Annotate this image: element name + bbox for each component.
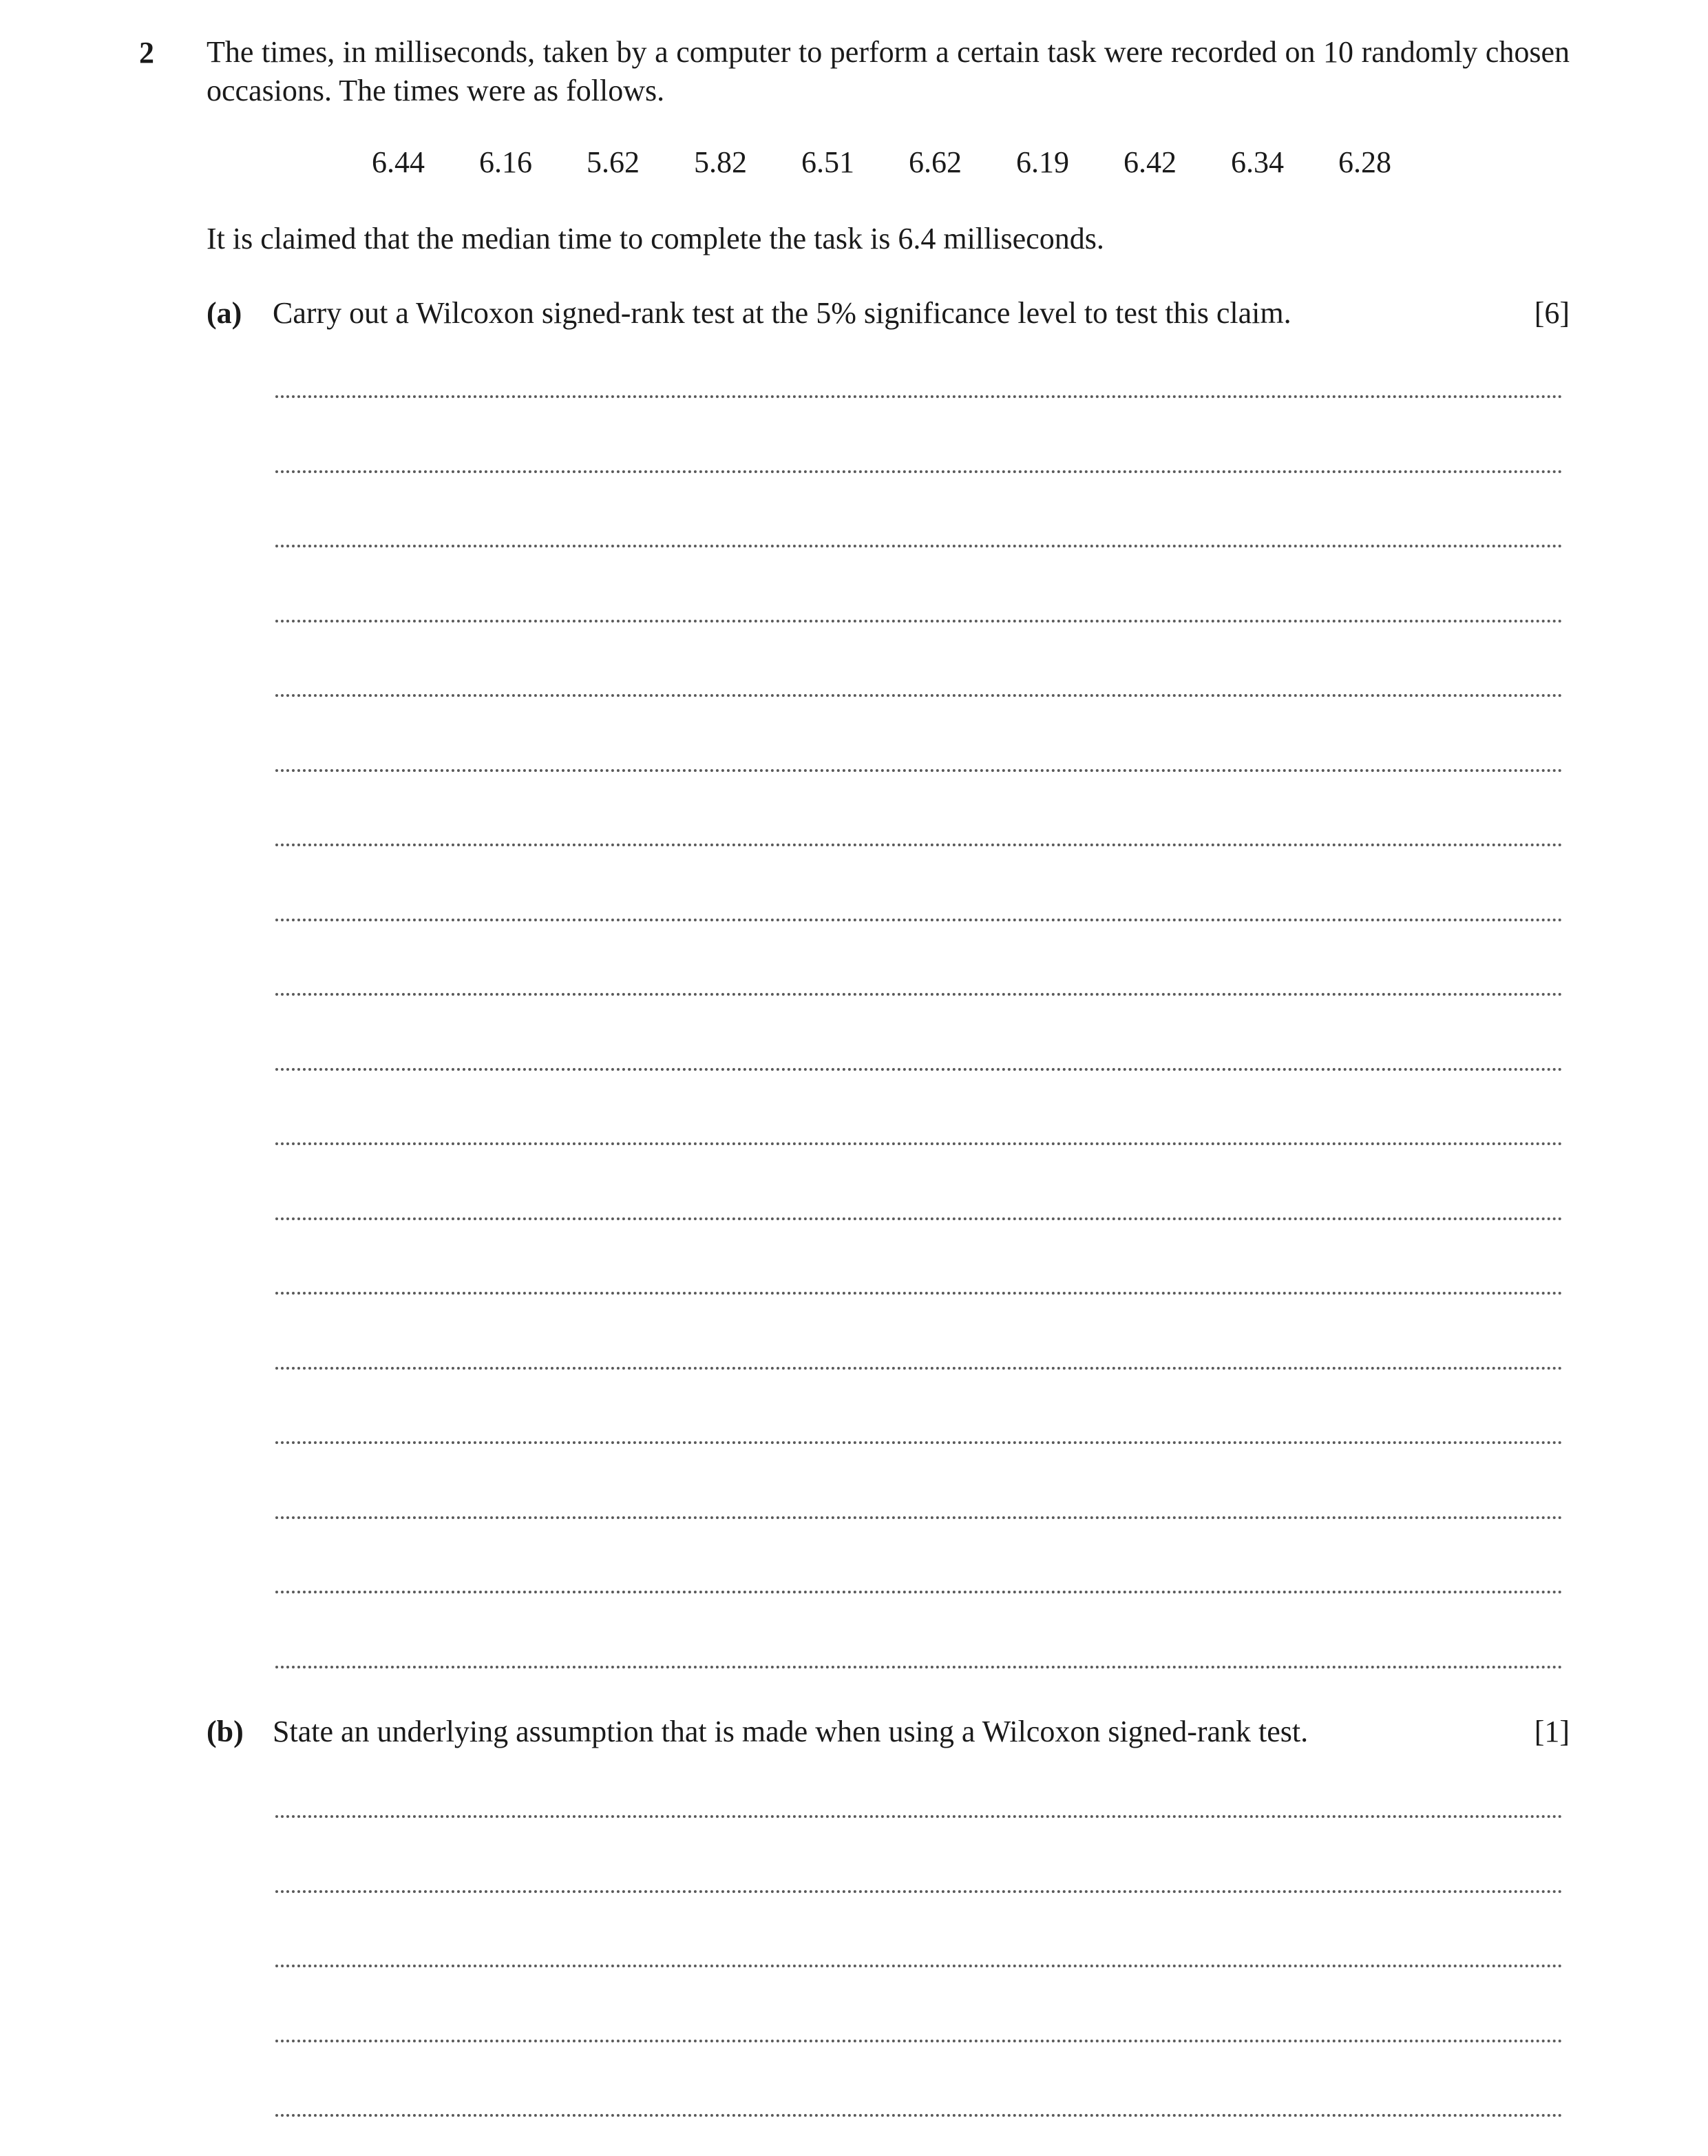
data-value: 6.19 bbox=[1016, 145, 1069, 179]
part-a-answer-line bbox=[275, 1367, 1563, 1370]
part-a-answer-line bbox=[275, 1217, 1563, 1220]
part-a-answer-line bbox=[275, 1068, 1563, 1071]
part-a-marks: [6] bbox=[1534, 296, 1570, 330]
part-a-prompt bbox=[207, 293, 1570, 333]
part-b-answer-line bbox=[275, 2114, 1563, 2117]
data-value: 6.42 bbox=[1124, 145, 1177, 179]
part-a-answer-line bbox=[275, 919, 1563, 921]
data-value: 6.51 bbox=[801, 145, 854, 179]
part-a-answer-line bbox=[275, 620, 1563, 622]
part-b-answer-line bbox=[275, 1890, 1563, 1893]
part-a-answer-line bbox=[275, 844, 1563, 846]
part-a-answer-line bbox=[275, 1441, 1563, 1444]
part-a-answer-line bbox=[275, 993, 1563, 996]
part-a-answer-line bbox=[275, 769, 1563, 772]
data-value: 5.82 bbox=[694, 145, 747, 179]
data-values-row bbox=[372, 142, 1446, 183]
claim-statement: It is claimed that the median time to complete the task is 6.4 milliseconds. bbox=[207, 222, 1104, 255]
part-a-answer-line bbox=[275, 1516, 1563, 1519]
part-a-answer-line bbox=[275, 545, 1563, 547]
data-value: 5.62 bbox=[587, 145, 640, 179]
question-number: 2 bbox=[139, 36, 154, 70]
part-a-answer-line bbox=[275, 1666, 1563, 1668]
part-a-answer-line bbox=[275, 470, 1563, 473]
data-value: 6.16 bbox=[479, 145, 532, 179]
part-b-label: (b) bbox=[207, 1715, 244, 1748]
part-a-answer-line bbox=[275, 694, 1563, 697]
part-a-text: Carry out a Wilcoxon signed-rank test at the 5% significance level to test this claim. bbox=[273, 296, 1291, 330]
part-b-answer-line bbox=[275, 2040, 1563, 2042]
part-a-answer-line bbox=[275, 395, 1563, 398]
question-intro: The times, in milliseconds, taken by a computer to perform a certain task were recorded on 10 randomly chosen occasions. The times were as follows. bbox=[207, 35, 1570, 107]
part-a-answer-line bbox=[275, 1591, 1563, 1593]
part-b-answer-line bbox=[275, 1965, 1563, 1967]
part-b-marks: [1] bbox=[1534, 1715, 1570, 1748]
part-b-prompt bbox=[207, 1712, 1570, 1752]
part-a-label: (a) bbox=[207, 296, 242, 330]
part-a-answer-line bbox=[275, 1142, 1563, 1145]
part-b-text: State an underlying assumption that is made when using a Wilcoxon signed-rank test. bbox=[273, 1715, 1309, 1748]
data-value: 6.34 bbox=[1231, 145, 1284, 179]
part-b-answer-line bbox=[275, 1815, 1563, 1818]
data-value: 6.28 bbox=[1338, 145, 1391, 179]
part-a-answer-line bbox=[275, 1292, 1563, 1295]
data-value: 6.62 bbox=[909, 145, 962, 179]
data-value: 6.44 bbox=[372, 145, 425, 179]
